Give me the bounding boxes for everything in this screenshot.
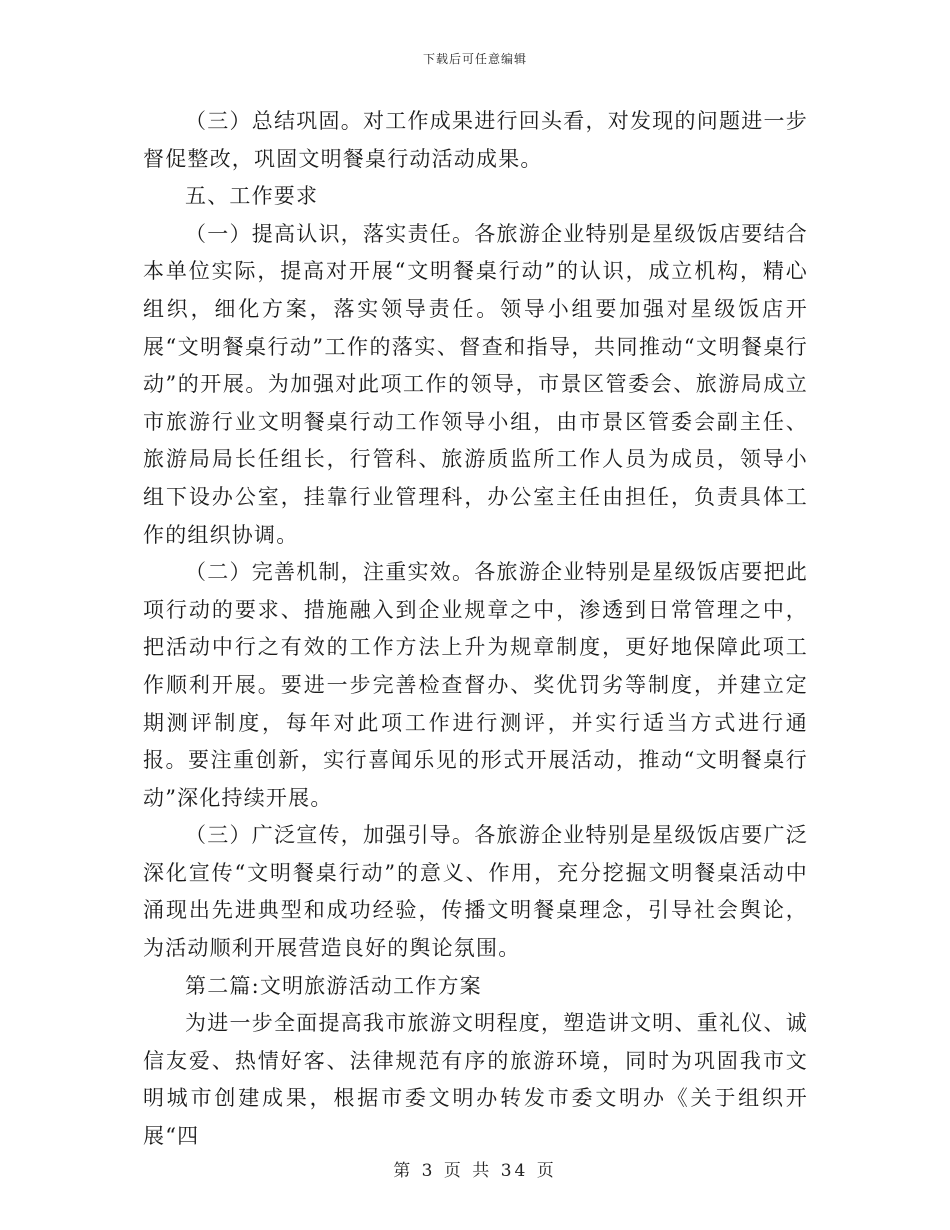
paragraph-raise-awareness: （一）提高认识，落实责任。各旅游企业特别是星级饭店要结合本单位实际，提高对开展“文明餐桌行动”的认识，成立机构，精心组织，细化方案，落实领导责任。领导小组要加强对星级饭店开展“文明餐桌行动”工作的落实、督查和指导，共同推动“文明餐桌行动”的开展。为加强对此项工作的领导，市景区管委会、旅游局成立市旅游行业文明餐桌行动工作领导小组，由市景区管委会副主任、旅游局局长任组长，行管科、旅游质监所工作人员为成员，领导小组下设办公室，挂靠行业管理科，办公室主任由担任，负责具体工作的组织协调。	[143, 221, 808, 547]
article-heading-second: 第二篇:文明旅游活动工作方案	[185, 973, 482, 998]
footer-suffix: 页	[536, 1161, 557, 1181]
footer-page-number: 3	[421, 1161, 436, 1181]
paragraph-improve-mechanism: （二）完善机制，注重实效。各旅游企业特别是星级饭店要把此项行动的要求、措施融入到企业规章之中，渗透到日常管理之中，把活动中行之有效的工作方法上升为规章制度，更好地保障此项工作顺利开展。要进一步完善检查督办、奖优罚劣等制度，并建立定期测评制度，每年对此项工作进行测评，并实行适当方式进行通报。要注重创新，实行喜闻乐见的形式开展活动，推动“文明餐桌行动”深化持续开展。	[143, 560, 808, 810]
footer-middle: 页 共	[443, 1161, 493, 1181]
paragraph-publicity-guidance: （三）广泛宣传，加强引导。各旅游企业特别是星级饭店要广泛深化宣传“文明餐桌行动”的意义、作用，充分挖掘文明餐桌活动中涌现出先进典型和成功经验，传播文明餐桌理念，引导社会舆论，为活动顺利开展营造良好的舆论氛围。	[143, 823, 808, 961]
document-body	[143, 103, 808, 1156]
section-heading-work-requirements: 五、工作要求	[185, 184, 319, 209]
page-header: 下载后可任意编辑	[422, 52, 527, 66]
footer-prefix: 第	[393, 1161, 414, 1181]
paragraph-summary-consolidation: （三）总结巩固。对工作成果进行回头看，对发现的问题进一步督促整改，巩固文明餐桌行动活动成果。	[143, 109, 808, 171]
footer-total-pages: 34	[500, 1161, 529, 1181]
page-footer	[0, 1156, 950, 1181]
paragraph-intro-second-article: 为进一步全面提高我市旅游文明程度，塑造讲文明、重礼仪、诚信友爱、热情好客、法律规范有序的旅游环境，同时为巩固我市文明城市创建成果，根据市委文明办转发市委文明办《关于组织开展“四	[143, 1011, 808, 1149]
